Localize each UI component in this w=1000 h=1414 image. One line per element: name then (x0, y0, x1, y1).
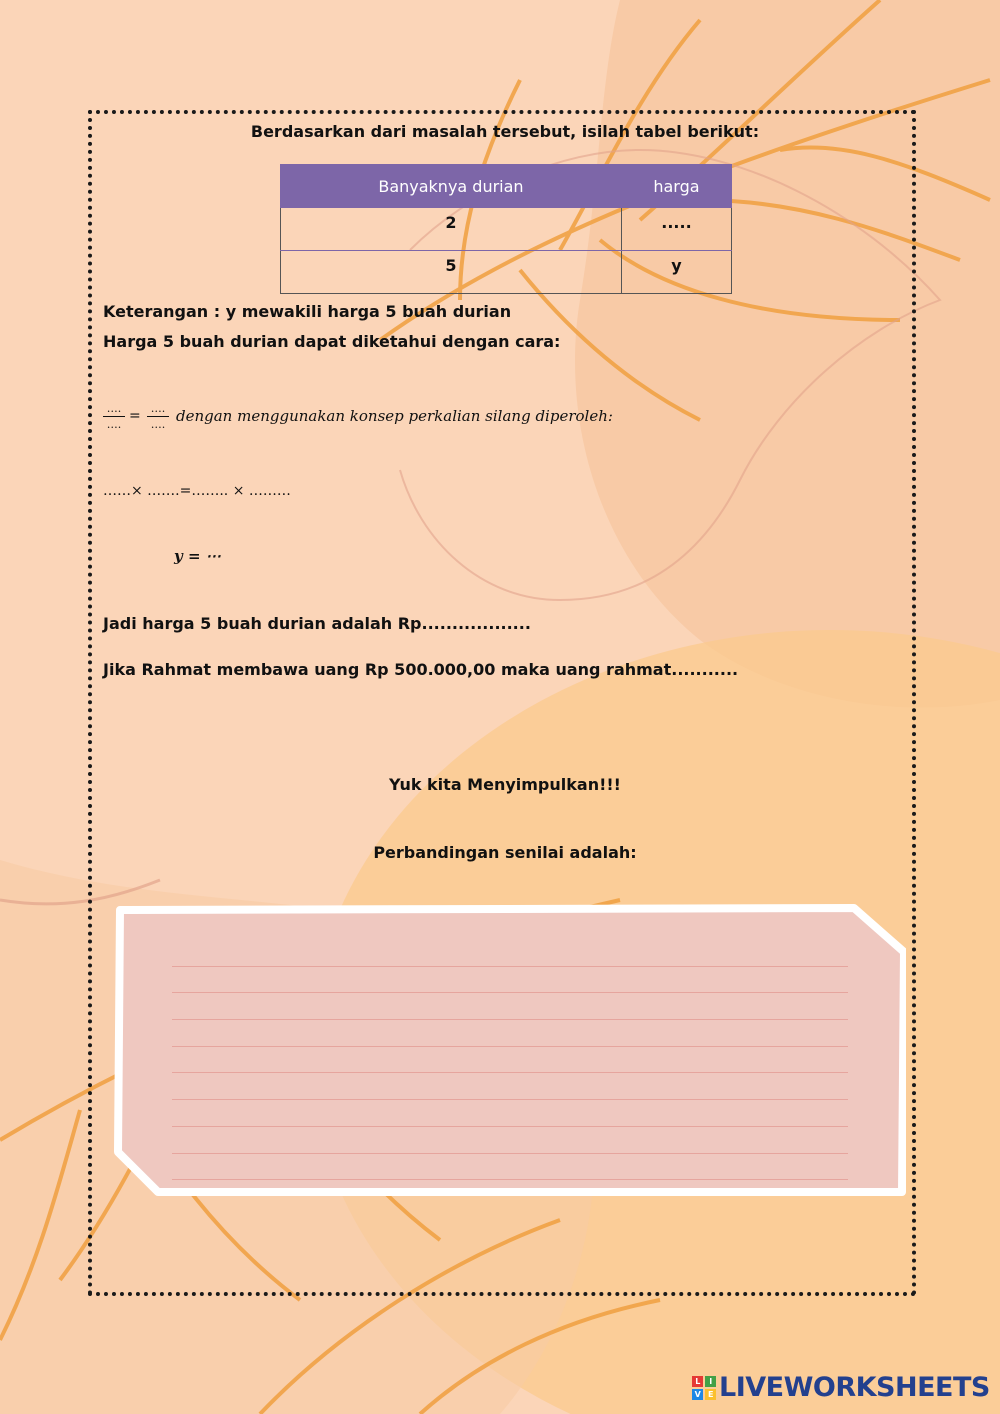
header-quantity: Banyaknya durian (281, 165, 622, 208)
instruction-text: Berdasarkan dari masalah tersebut, isilah tabel berikut: (250, 122, 760, 141)
header-price: harga (621, 165, 731, 208)
summary-heading: Yuk kita Menyimpulkan!!! (389, 775, 621, 794)
notes-lines (172, 940, 848, 1180)
fraction-numerator[interactable]: …. (106, 402, 122, 415)
method-text: Harga 5 buah durian dapat diketahui dengan cara: (103, 332, 561, 351)
definition-heading: Perbandingan senilai adalah: (373, 843, 637, 862)
concept-text: dengan menggunakan konsep perkalian silang diperoleh: (176, 407, 613, 425)
fraction-denominator[interactable]: …. (150, 418, 166, 431)
cell-price: y (621, 251, 731, 294)
fraction-denominator[interactable]: …. (106, 418, 122, 431)
fraction-numerator[interactable]: …. (150, 402, 166, 415)
liveworksheets-logo (692, 1372, 990, 1403)
cell-quantity: 2 (281, 208, 622, 251)
equals-sign: = (129, 408, 141, 424)
fraction-right[interactable] (147, 402, 169, 431)
conclusion-price[interactable]: Jadi harga 5 buah durian adalah Rp.................. (103, 614, 531, 633)
table-row (281, 208, 732, 251)
cell-quantity: 5 (281, 251, 622, 294)
durian-table (280, 164, 732, 294)
money-question[interactable]: Jika Rahmat membawa uang Rp 500.000,00 maka uang rahmat........... (103, 660, 739, 679)
cell-price-input[interactable]: ..... (621, 208, 731, 251)
logo-icon: L I V E (692, 1376, 716, 1400)
brand-name: LIVEWORKSHEETS (719, 1372, 990, 1403)
cross-multiplication[interactable]: ……× …….=…….. × ……… (103, 483, 291, 499)
table-row (281, 251, 732, 294)
y-equation[interactable]: y = ⋯ (174, 547, 221, 565)
fraction-left[interactable] (103, 402, 125, 431)
table-header-row (281, 165, 732, 208)
keterangan-text: Keterangan : y mewakili harga 5 buah durian (103, 302, 512, 321)
